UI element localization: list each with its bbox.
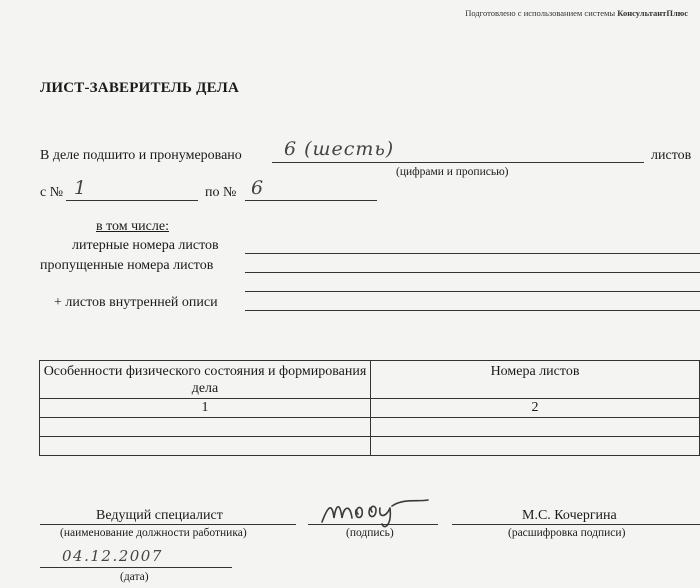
inventory-label: + листов внутренней описи bbox=[54, 295, 218, 310]
literal-underline bbox=[245, 253, 700, 254]
signature-hint: (подпись) bbox=[346, 527, 394, 539]
including-heading: в том числе: bbox=[96, 219, 169, 234]
table-row bbox=[40, 437, 700, 456]
pages-label: В деле подшито и пронумеровано bbox=[40, 148, 242, 163]
date-value: 04.12.2007 bbox=[62, 547, 163, 565]
missing-label: пропущенные номера листов bbox=[40, 258, 214, 273]
pages-value: 6 (шесть) bbox=[284, 138, 395, 160]
name-hint: (расшифровка подписи) bbox=[508, 527, 626, 539]
table-header-row bbox=[40, 361, 700, 399]
from-label: с № bbox=[40, 185, 64, 200]
table-row bbox=[40, 399, 700, 418]
from-underline bbox=[66, 200, 198, 201]
document-title: ЛИСТ-ЗАВЕРИТЕЛЬ ДЕЛА bbox=[40, 80, 240, 96]
table-row bbox=[40, 418, 700, 437]
date-hint: (дата) bbox=[120, 571, 149, 583]
position-hint: (наименование должности работника) bbox=[60, 527, 247, 539]
top-note-brand: КонсультантПлюс bbox=[617, 8, 688, 18]
pages-hint: (цифрами и прописью) bbox=[396, 166, 509, 178]
position-underline bbox=[40, 524, 296, 525]
date-underline bbox=[40, 567, 232, 568]
top-note bbox=[465, 8, 688, 18]
table-header-pages: Номера листов bbox=[371, 361, 700, 399]
table-cell bbox=[40, 418, 371, 437]
to-underline bbox=[245, 200, 377, 201]
name-underline bbox=[452, 524, 700, 525]
missing-underline bbox=[245, 272, 700, 273]
position-value: Ведущий специалист bbox=[96, 508, 223, 523]
pages-underline bbox=[272, 162, 644, 163]
to-value: 6 bbox=[251, 177, 265, 199]
inventory-underline bbox=[245, 310, 700, 311]
table-number-1: 1 bbox=[40, 399, 371, 418]
table-cell bbox=[371, 418, 700, 437]
extra-underline bbox=[245, 291, 700, 292]
pages-unit: листов bbox=[651, 148, 692, 163]
top-note-prefix: Подготовлено с использованием системы bbox=[465, 8, 616, 18]
table-cell bbox=[40, 437, 371, 456]
table-cell bbox=[371, 437, 700, 456]
signature-underline bbox=[308, 524, 438, 525]
from-value: 1 bbox=[74, 177, 88, 199]
to-label: по № bbox=[205, 185, 237, 200]
name-value: М.С. Кочергина bbox=[522, 508, 617, 523]
condition-table bbox=[39, 360, 700, 456]
literal-label: литерные номера листов bbox=[72, 238, 219, 253]
table-header-condition: Особенности физического состояния и формирования дела bbox=[40, 361, 371, 399]
table-number-2: 2 bbox=[371, 399, 700, 418]
